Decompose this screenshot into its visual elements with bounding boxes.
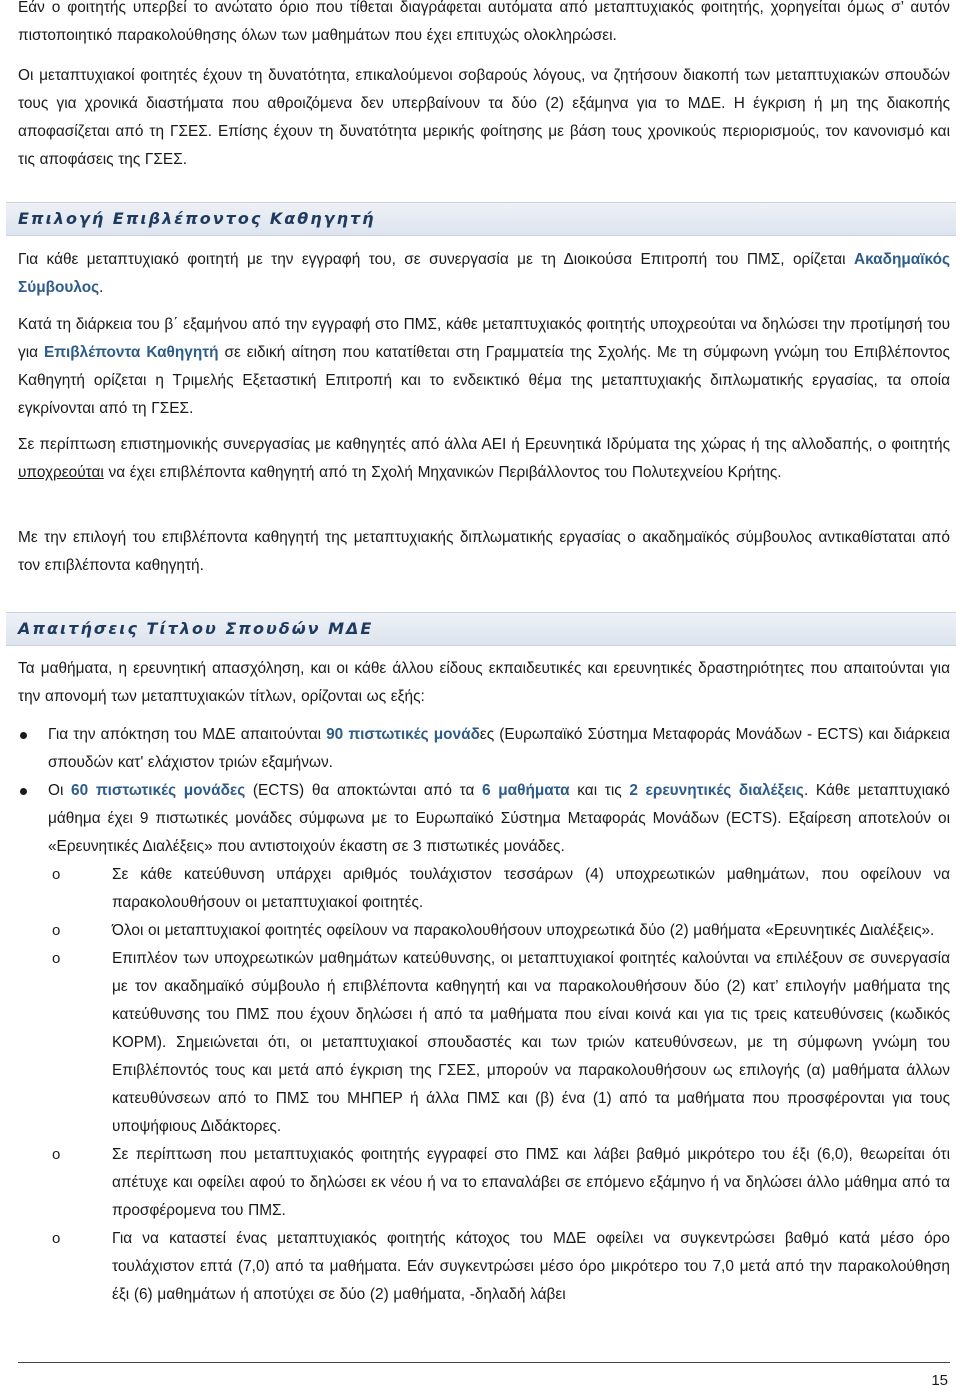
paragraph-supervisor-selection: Κατά τη διάρκεια του β΄ εξαμήνου από την εγγραφή στο ΠΜΣ, κάθε μεταπτυχιακός φοιτητής υποχρεούται να δηλώσει την προτίμησή του για Επιβλέποντα Καθηγητή σε ειδική αίτηση που κατατίθεται στη Γραμματεία της Σχολής. Με τη σύμφωνη γνώμη του Επιβλέποντος Καθηγητή ορίζεται η Τριμελής Εξεταστική Επιτροπή και το ενδεικτικό θέμα της μεταπτυχιακής διπλωματικής εργασίας, τα οποία εγκρίνονται από τη ΓΣΕΣ. [18, 316, 951, 417]
page-number: 15 [931, 1372, 948, 1389]
list-item: o Όλοι οι μεταπτυχιακοί φοιτητές οφείλουν να παρακολουθήσουν υποχρεωτικά δύο (2) μαθήματα «Ερευνητικές Διαλέξεις». [18, 917, 950, 945]
section-heading-degree-requirements: Απαιτήσεις Τίτλου Σπουδών ΜΔΕ [6, 612, 956, 646]
supervisor-highlight: Επιβλέποντα Καθηγητή [43, 344, 219, 361]
lectures-highlight: 2 ερευνητικές διαλέξεις [629, 782, 804, 799]
requirements-list [18, 721, 950, 1309]
ects-60-highlight: 60 πιστωτικές μονάδες [71, 782, 246, 799]
section-heading-supervisor: Επιλογή Επιβλέποντος Καθηγητή [6, 202, 956, 236]
paragraph-external-cooperation: Σε περίπτωση επιστημονικής συνεργασίας με καθηγητές από άλλα ΑΕΙ ή Ερευνητικά Ιδρύματα της χώρας ή της αλλοδαπής, ο φοιτητής υποχρεούται να έχει επιβλέποντα καθηγητή από τη Σχολή Μηχανικών Περιβάλλοντος του Πολυτεχνείου Κρήτης. [18, 436, 950, 481]
paragraph-academic-advisor: Για κάθε μεταπτυχιακό φοιτητή με την εγγραφή του, σε συνεργασία με τη Διοικούσα Επιτροπή του ΠΜΣ, ορίζεται Ακαδημαϊκός Σύμβουλος. [18, 251, 950, 296]
list-item: o Σε κάθε κατεύθυνση υπάρχει αριθμός τουλάχιστον τεσσάρων (4) υποχρεωτικών μαθημάτων, που οφείλουν να παρακολουθήσουν οι μεταπτυχιακοί φοιτητές. [18, 861, 950, 917]
circle-bullet-icon: o [52, 1230, 61, 1247]
circle-bullet-icon: o [52, 922, 61, 939]
list-item: o Για να καταστεί ένας μεταπτυχιακός φοιτητής κάτοχος του ΜΔΕ οφείλει να συγκεντρώσει βαθμό κατά μέσο όρο τουλάχιστον επτά (7,0) από τα μαθήματα. Εάν συγκεντρώσει μέσο όρο μικρότερο του 7,0 μετά από την παρακολούθηση έξι (6) μαθημάτων ή αποτύχει σε δύο (2) μαθήματα, -δηλαδή λάβει [18, 1225, 950, 1309]
bullet-icon [20, 788, 27, 795]
paragraph-study-interruption: Οι μεταπτυχιακοί φοιτητές έχουν τη δυνατότητα, επικαλούμενοι σοβαρούς λόγους, να ζητήσουν διακοπή των μεταπτυχιακών σπουδών τους για χρονικά διαστήματα που αθροιζόμενα δεν υπερβαίνουν τα δύο (2) εξάμηνα για το ΜΔΕ. Η έγκριση ή μη της διακοπής αποφασίζεται από τη ΓΣΕΣ. Επίσης έχουν τη δυνατότητα μερικής φοίτησης με βάση τους χρονικούς περιορισμούς, τον κανονισμό και τις αποφάσεις της ΓΣΕΣ. [18, 67, 950, 168]
paragraph-requirements-intro: Τα μαθήματα, η ερευνητική απασχόληση, και οι κάθε άλλου είδους εκπαιδευτικές και ερευνητικές δραστηριότητες που απαιτούνται για την απονομή των μεταπτυχιακών τίτλων, ορίζονται ως εξής: [18, 660, 950, 705]
paragraph-dismissal: Εάν ο φοιτητής υπερβεί το ανώτατο όριο που τίθεται διαγράφεται αυτόματα από μεταπτυχιακός φοιτητής, χορηγείται όμως σ’ αυτόν πιστοποιητικό παρακολούθησης όλων των μαθημάτων που έχει επιτυχώς ολοκληρώσει. [18, 0, 950, 44]
obligation-underlined: υποχρεούται [18, 464, 104, 481]
circle-bullet-icon: o [52, 1146, 61, 1163]
bullet-icon [20, 732, 27, 739]
list-item: Οι 60 πιστωτικές μονάδες (ECTS) θα αποκτώνται από τα 6 μαθήματα και τις 2 ερευνητικές διαλέξεις. Κάθε μεταπτυχιακό μάθημα έχει 9 πιστωτικές μονάδες σύμφωνα με το Ευρωπαϊκό Σύστημα Μεταφοράς Μονάδων (ECTS). Εξαίρεση αποτελούν οι «Ερευνητικές Διαλέξεις» που αντιστοιχούν έκαστη σε 3 πιστωτικές μονάδες. o Σε κάθε κατεύθυνση υπάρχει αριθμός τουλάχιστον τεσσάρων (4) υποχρεωτικών μαθημάτων, που οφείλουν να παρακολουθήσουν οι μεταπτυχιακοί φοιτητές. o Όλοι οι μεταπτυχιακοί φοιτητές οφείλουν να παρακολουθήσουν υποχρεωτικά δύο (2) μαθήματα «Ερευνητικές Διαλέξεις». o Επιπλέον των υποχρεωτικών μαθημάτων κατεύθυνσης, οι μεταπτυχιακοί φοιτητές καλούνται να επιλέξουν σε συνεργασία με τον ακαδημαϊκό σύμβουλο ή επιβλέποντα καθηγητή και να παρακολουθήσουν δύο (2) κατ’ επιλογήν μαθήματα της κατεύθυνσης του ΠΜΣ που έχουν δηλώσει ή από τα μαθήματα που είναι κοινά και για τις τρεις κατευθύνσεις (κωδικός ΚΟΡΜ). Σημειώνεται ότι, οι μεταπτυχιακοί σπουδαστές και των τριών κατευθύνσεων, με τη σύμφωνη γνώμη του Επιβλέποντός τους και μετά από έγκριση της ΓΣΕΣ, μπορούν να παρακολουθήσουν ως επιλογής (α) μαθήματα άλλων κατευθύνσεων από το ΠΜΣ του ΜΗΠΕΡ ή άλλα ΠΜΣ και (β) ένα (1) από τα μαθήματα που προσφέρονται για τους υποψήφιους Διδάκτορες. o Σε περίπτωση που μεταπτυχιακός φοιτητής εγγραφεί στο ΠΜΣ και λάβει βαθμό μικρότερο του έξι (6,0), θεωρείται ότι απέτυχε και οφείλει αφού το δηλώσει εκ νέου ή να το επαναλάβει σε επόμενο εξάμηνο ή να δηλώσει άλλο μάθημα από τα προσφέρομενα του ΠΜΣ. o Για να καταστεί ένας μεταπτυχιακός φοιτητής κάτοχος του ΜΔΕ οφείλει να συγκεντρώσει βαθμό κατά μέσο όρο τουλάχιστον επτά (7,0) από τα μαθήματα. Εάν συγκεντρώσει μέσο όρο μικρότερο του 7,0 μετά από την παρακολούθηση έξι (6) μαθημάτων ή αποτύχει σε δύο (2) μαθήματα, -δηλαδή λάβει [18, 777, 950, 1309]
circle-bullet-icon: o [52, 866, 61, 883]
courses-highlight: 6 μαθήματα [482, 782, 570, 799]
list-item: o Επιπλέον των υποχρεωτικών μαθημάτων κατεύθυνσης, οι μεταπτυχιακοί φοιτητές καλούνται να επιλέξουν σε συνεργασία με τον ακαδημαϊκό σύμβουλο ή επιβλέποντα καθηγητή και να παρακολουθήσουν δύο (2) κατ’ επιλογήν μαθήματα της κατεύθυνσης του ΠΜΣ που έχουν δηλώσει ή από τα μαθήματα που είναι κοινά και για τις τρεις κατευθύνσεις (κωδικός ΚΟΡΜ). Σημειώνεται ότι, οι μεταπτυχιακοί σπουδαστές και των τριών κατευθύνσεων, με τη σύμφωνη γνώμη του Επιβλέποντός τους και μετά από έγκριση της ΓΣΕΣ, μπορούν να παρακολουθήσουν ως επιλογής (α) μαθήματα άλλων κατευθύνσεων από το ΠΜΣ του ΜΗΠΕΡ ή άλλα ΠΜΣ και (β) ένα (1) από τα μαθήματα που προσφέρονται για τους υποψήφιους Διδάκτορες. [18, 945, 950, 1141]
list-item: o Σε περίπτωση που μεταπτυχιακός φοιτητής εγγραφεί στο ΠΜΣ και λάβει βαθμό μικρότερο του έξι (6,0), θεωρείται ότι απέτυχε και οφείλει αφού το δηλώσει εκ νέου ή να το επαναλάβει σε επόμενο εξάμηνο ή να δηλώσει άλλο μάθημα από τα προσφέρομενα του ΠΜΣ. [18, 1141, 950, 1225]
list-item: Για την απόκτηση του ΜΔΕ απαιτούνται 90 πιστωτικές μονάδες (Ευρωπαϊκό Σύστημα Μεταφοράς Μονάδων - ECTS) και διάρκεια σπουδών κατ' ελάχιστον τριών εξαμήνων. [18, 721, 950, 777]
ects-90-highlight: 90 πιστωτικές μονάδ [326, 726, 480, 743]
footer-divider [18, 1362, 950, 1363]
paragraph-advisor-replacement: Με την επιλογή του επιβλέποντα καθηγητή της μεταπτυχιακής διπλωματικής εργασίας ο ακαδημαϊκός σύμβουλος αντικαθίσταται από τον επιβλέποντα καθηγητή. [18, 529, 950, 574]
circle-bullet-icon: o [52, 950, 61, 967]
sub-requirements-list [18, 861, 950, 1309]
academic-advisor-highlight: Ακαδημαϊκός Σύμβουλος [18, 251, 950, 296]
